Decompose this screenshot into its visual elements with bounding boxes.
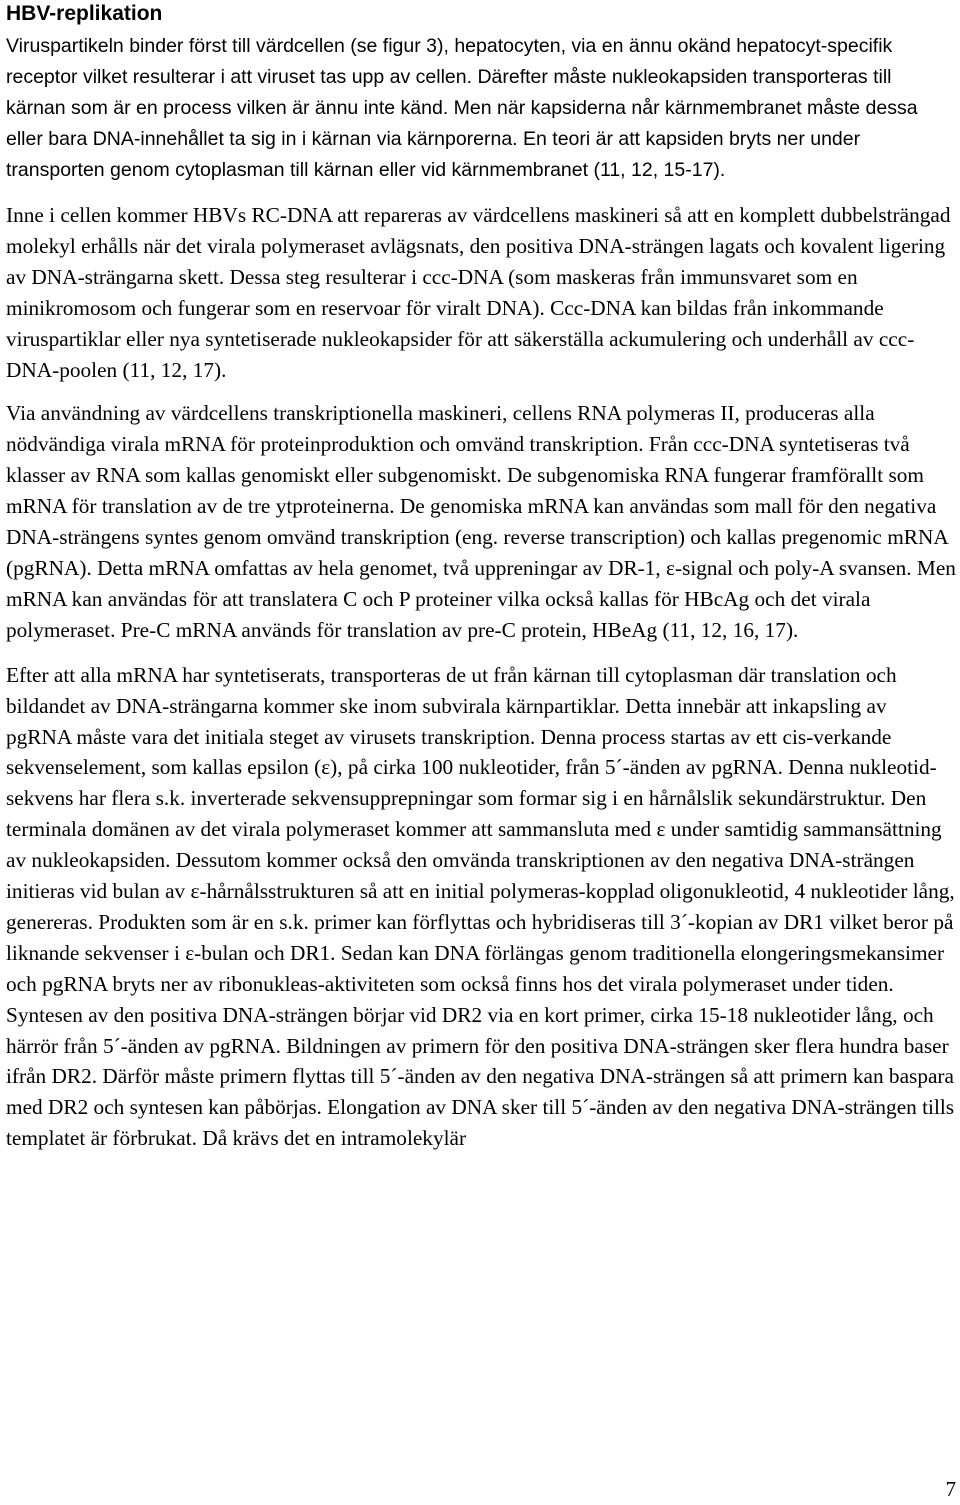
page-number: 7 xyxy=(945,1477,956,1501)
section-heading: HBV-replikation xyxy=(6,2,163,25)
document-page xyxy=(6,0,956,1154)
paragraph-encapsidation: Efter att alla mRNA har syntetiserats, transporteras de ut från kärnan till cytoplasman där translation och bildandet av DNA-strängarna kommer ske inom subvirala kärnpartiklar. Detta innebär att inkapsling av pgRNA måste vara det initiala steget av virusets transkription. Denna process startas av ett cis-verkande sekvenselement, som kallas epsilon (ε), på cirka 100 nukleotider, från 5´-änden av pgRNA. Denna nukleotid-sekvens har flera s.k. inverterade sekvensupprepningar som formar sig i en hårnålslik sekundärstruktur. Den terminala domänen av det virala polymeraset kommer att sammansluta med ε under samtidig sammansättning av nukleokapsiden. Dessutom kommer också den omvända transkriptionen av den negativa DNA-strängen initieras vid bulan av ε-hårnålsstrukturen så att en initial polymeras-kopplad oligonukleotid, 4 nukleotider lång, genereras. Produkten som är en s.k. primer kan förflyttas och hybridiseras till 3´-kopian av DR1 vilket beror på liknande sekvenser i ε-bulan och DR1. Sedan kan DNA förlängas genom traditionella elongeringsmekansimer och pgRNA bryts ner av ribonukleas-aktiviteten som också finns hos det virala polymeraset under tiden. Syntesen av den positiva DNA-strängen börjar vid DR2 via en kort primer, cirka 15-18 nukleotider lång, och härrör från 5´-änden av pgRNA. Bildningen av primern för den positiva DNA-strängen sker flera hundra baser ifrån DR2. Därför måste primern flyttas till 5´-änden av den negativa DNA-strängen så att primern kan baspara med DR2 och syntesen kan påbörjas. Elongation av DNA sker till 5´-änden av den negativa DNA-strängen tills templatet är förbrukat. Då krävs det en intramolekylär xyxy=(6,662,955,1151)
paragraph-transcription: Via användning av värdcellens transkriptionella maskineri, cellens RNA polymeras II, produceras alla nödvändiga virala mRNA för proteinproduktion och omvänd transkription. Från ccc-DNA syntetiseras två klasser av RNA som kallas genomiskt eller subgenomiskt. De subgenomiska RNA fungerar framförallt som mRNA för translation av de tre ytproteinerna. De genomiska mRNA kan användas som mall för den negativa DNA-strängens syntes genom omvänd transkription (eng. reverse transcription) och kallas pregenomic mRNA (pgRNA). Detta mRNA omfattas av hela genomet, två uppreningar av DR-1, ε-signal och poly-A svansen. Men mRNA kan användas för att translatera C och P proteiner vilka också kallas för HBcAg och det virala polymeraset. Pre-C mRNA används för translation av pre-C protein, HBeAg (11, 12, 16, 17). xyxy=(6,401,956,642)
paragraph-virus-entry: Viruspartikeln binder först till värdcellen (se figur 3), hepatocyten, via en ännu okänd hepatocyt-specifik receptor vilket resulterar i att viruset tas upp av cellen. Därefter måste nukleokapsiden transporteras till kärnan som är en process vilken är ännu inte känd. Men när kapsiderna når kärnmembranet måste dessa eller bara DNA-innehållet ta sig in i kärnan via kärnporerna. En teori är att kapsiden bryts ner under transporten genom cytoplasman till kärnan eller vid kärnmembranet (11, 12, 15-17). xyxy=(6,35,918,181)
paragraph-ccc-dna: Inne i cellen kommer HBVs RC-DNA att repareras av värdcellens maskineri så att en komplett dubbelsträngad molekyl erhålls när det virala polymeraset avlägsnats, den positiva DNA-strängen lagats och kovalent ligering av DNA-strängarna skett. Dessa steg resulterar i ccc-DNA (som maskeras från immunsvaret som en minikromosom och fungerar som en reservoar för viralt DNA). Ccc-DNA kan bildas från inkommande viruspartiklar eller nya syntetiserade nukleokapsider för att säkerställa ackumulering och underhåll av ccc-DNA-poolen (11, 12, 17). xyxy=(6,203,951,382)
